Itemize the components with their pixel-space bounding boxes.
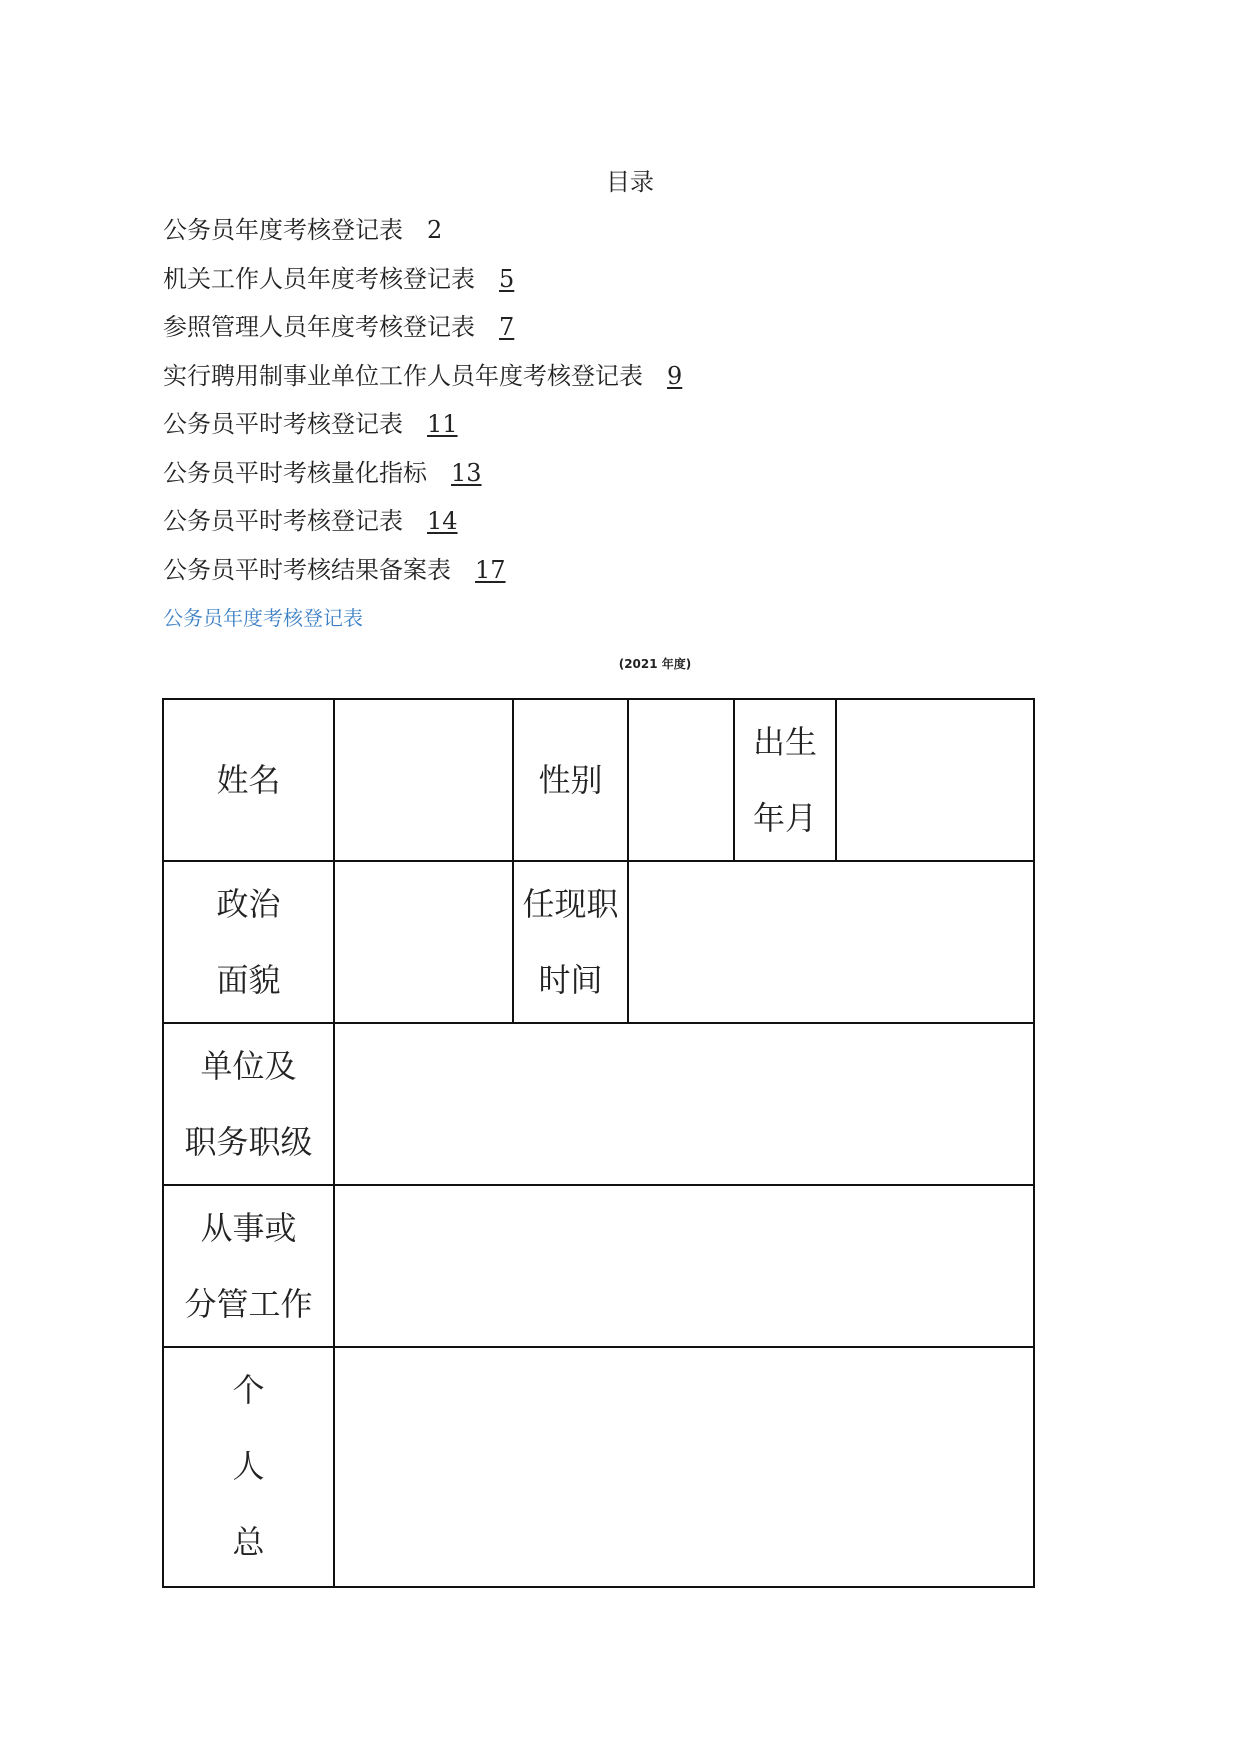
gender-field[interactable] [628, 699, 734, 861]
unit-position-label: 单位及 职务职级 [163, 1023, 334, 1185]
name-label: 姓名 [163, 699, 334, 861]
toc-item-label: 公务员平时考核结果备案表 [163, 555, 451, 584]
year-label: (2021 年度) [618, 657, 692, 671]
birth-date-field[interactable] [836, 699, 1034, 861]
toc-item[interactable] [163, 259, 682, 308]
toc-item-page[interactable]: 11 [427, 410, 458, 438]
political-status-label: 政治 面貌 [163, 861, 334, 1023]
personal-summary-label: 个 人 总 [163, 1347, 334, 1587]
name-field[interactable] [334, 699, 513, 861]
toc-item-label: 实行聘用制事业单位工作人员年度考核登记表 [163, 361, 643, 390]
toc-item[interactable] [163, 210, 682, 259]
unit-position-field[interactable] [334, 1023, 1034, 1185]
gender-label: 性别 [513, 699, 628, 861]
toc-item-page[interactable]: 17 [475, 555, 506, 584]
tenure-field[interactable] [628, 861, 1034, 1023]
toc-title: 目录 [606, 168, 654, 196]
personal-summary-field[interactable] [334, 1347, 1034, 1587]
toc-item[interactable] [163, 501, 682, 550]
work-duties-label: 从事或 分管工作 [163, 1185, 334, 1347]
toc-item-label: 公务员平时考核登记表 [163, 507, 403, 535]
section-heading-link[interactable]: 公务员年度考核登记表 [163, 606, 363, 630]
toc-item-label: 机关工作人员年度考核登记表 [163, 264, 475, 293]
toc-item-page[interactable]: 14 [427, 507, 458, 535]
toc-item-label: 参照管理人员年度考核登记表 [163, 313, 475, 341]
tenure-label: 任现职 时间 [513, 861, 628, 1023]
toc-item-label: 公务员平时考核登记表 [163, 410, 403, 438]
toc-item-page[interactable]: 9 [667, 361, 683, 390]
birth-date-label: 出生 年月 [734, 699, 836, 861]
table-of-contents [163, 210, 682, 598]
toc-item-page: 2 [427, 216, 443, 244]
toc-item-page[interactable]: 13 [451, 458, 482, 487]
toc-item[interactable] [163, 453, 682, 502]
toc-item[interactable] [163, 404, 682, 453]
toc-item-label: 公务员平时考核量化指标 [163, 458, 427, 487]
toc-item[interactable] [163, 356, 682, 405]
toc-item-page[interactable]: 5 [499, 264, 515, 293]
work-duties-field[interactable] [334, 1185, 1034, 1347]
toc-item-page[interactable]: 7 [499, 313, 515, 341]
toc-item[interactable] [163, 307, 682, 356]
political-status-field[interactable] [334, 861, 513, 1023]
toc-item-label: 公务员年度考核登记表 [163, 216, 403, 244]
assessment-form-table [162, 698, 1035, 1588]
toc-item[interactable] [163, 550, 682, 599]
